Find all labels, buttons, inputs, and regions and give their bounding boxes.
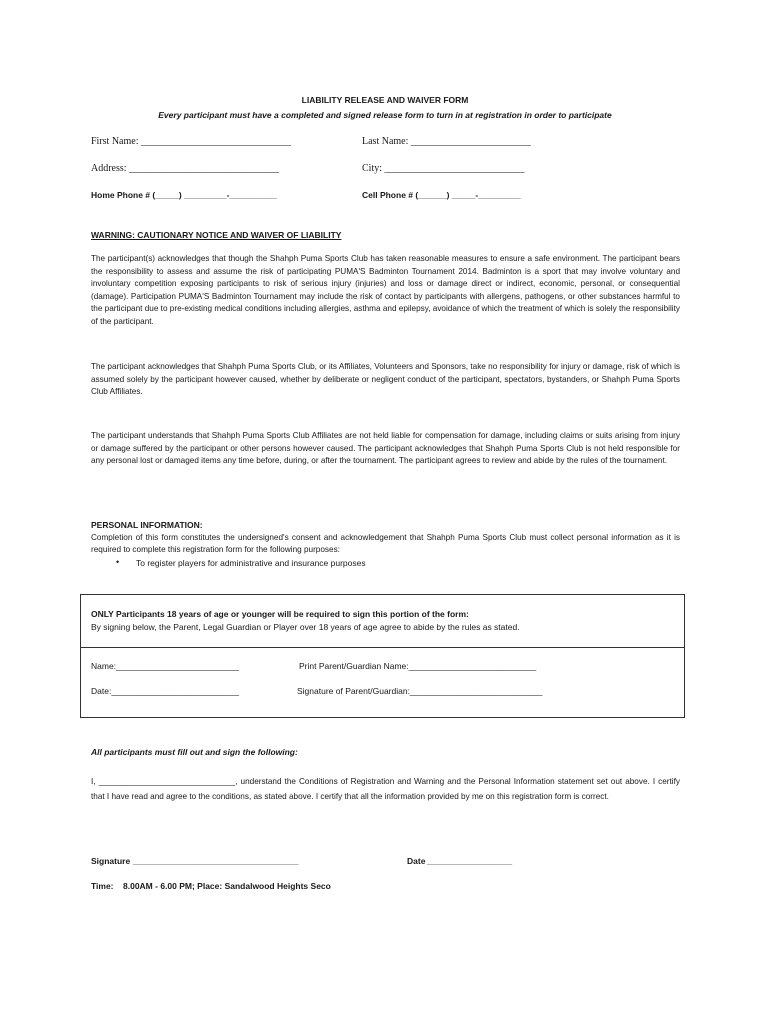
minor-box-heading: ONLY Participants 18 years of age or younger will be required to sign this portion of the form: [91, 609, 469, 619]
personal-info-text: Completion of this form constitutes the undersigned's consent and acknowledgement that Shahph Puma Sports Club must collect personal information as it is required to complete this registration form for the following purposes: [91, 533, 680, 554]
address-field[interactable]: Address: ______________________________ [91, 163, 280, 174]
print-parent-name-field[interactable]: Print Parent/Guardian Name:___________________________ [299, 661, 537, 671]
minor-box-text: By signing below, the Parent, Legal Guardian or Player over 18 years of age agree to abide by the rules as stated. [91, 622, 520, 632]
box-divider [81, 647, 684, 648]
form-title: LIABILITY RELEASE AND WAIVER FORM [301, 95, 469, 105]
all-participants-text: I, ______________________________, understand the Conditions of Registration and Warning and the Personal Information statement set out above. I certify that I have read and agree to the conditions, as stated above. I certify that all the information provided by me on this registration form is correct. [91, 777, 680, 801]
warning-paragraph-1: The participant(s) acknowledges that though the Shahph Puma Sports Club has taken reasonable measures to ensure a safe environment. The participant bears the responsibility to assess and assume the risk of participating PUMA'S Badminton Tournament 2014. Badminton is a sport that may involve voluntary and involuntary competition exposing participants to risk of serious injury (injuries) and loss or damage direct or indirect, economic, personal, or consequential (damage). Participation PUMA'S Badminton Tournament may include the risk of contact by participants with allergens, pathogens, or other substances harmful to the participant due to pre-existing medical conditions including allergies, asthma and epilepsy, avoidance of which the treatment of which is solely the responsibility of the participant. [91, 254, 680, 326]
minor-name-field[interactable]: Name:__________________________ [91, 661, 239, 671]
warning-paragraph-3: The participant understands that Shahph Puma Sports Club Affiliates are not held liable for compensation for damage, including claims or suits arising from injury or damage suffered by the participant or other persons however caused. The participant acknowledges that Shahph Puma Sports Club is not held responsible for any personal lost or damaged items any time before, during, or after the tournament. The participant agrees to review and abide by the rules of the tournament. [91, 431, 680, 466]
bullet-icon: • [116, 557, 120, 567]
time-place-value: 8.00AM - 6.00 PM; Place: Sandalwood Heights Seco [123, 881, 331, 891]
all-participants-heading: All participants must fill out and sign the following: [91, 747, 298, 757]
personal-info-bullet: To register players for administrative and insurance purposes [136, 558, 366, 568]
signature-field[interactable]: ___________________________________ [133, 856, 299, 866]
warning-heading: WARNING: CAUTIONARY NOTICE AND WAIVER OF LIABILITY [91, 230, 342, 240]
date-label: Date [407, 856, 426, 866]
minor-date-field[interactable]: Date:___________________________ [91, 686, 239, 696]
date-field[interactable]: __________________ [427, 856, 513, 866]
minor-signature-box [80, 594, 685, 718]
warning-paragraph-2: The participant acknowledges that Shahph Puma Sports Club, or its Affiliates, Volunteers and Sponsors, take no responsibility for injury or damage, risk of which is assumed solely by the participant however caused, whether by deliberate or negligent conduct of the participant, spectators, bystanders, or Shahph Puma Sports Club Affiliates. [91, 362, 680, 397]
city-field[interactable]: City: ____________________________ [362, 163, 525, 174]
signature-label: Signature [91, 856, 131, 866]
parent-signature-field[interactable]: Signature of Parent/Guardian:____________________________ [297, 686, 543, 696]
time-label: Time: [91, 881, 114, 891]
home-phone-field[interactable]: Home Phone # (_____) _________-__________ [91, 190, 277, 200]
personal-info-heading: PERSONAL INFORMATION: [91, 520, 203, 530]
last-name-field[interactable]: Last Name: ________________________ [362, 136, 531, 147]
cell-phone-field[interactable]: Cell Phone # (______) _____-_________ [362, 190, 521, 200]
first-name-field[interactable]: First Name: ______________________________ [91, 136, 291, 147]
form-subtitle: Every participant must have a completed and signed release form to turn in at registration in order to participate [158, 110, 612, 120]
